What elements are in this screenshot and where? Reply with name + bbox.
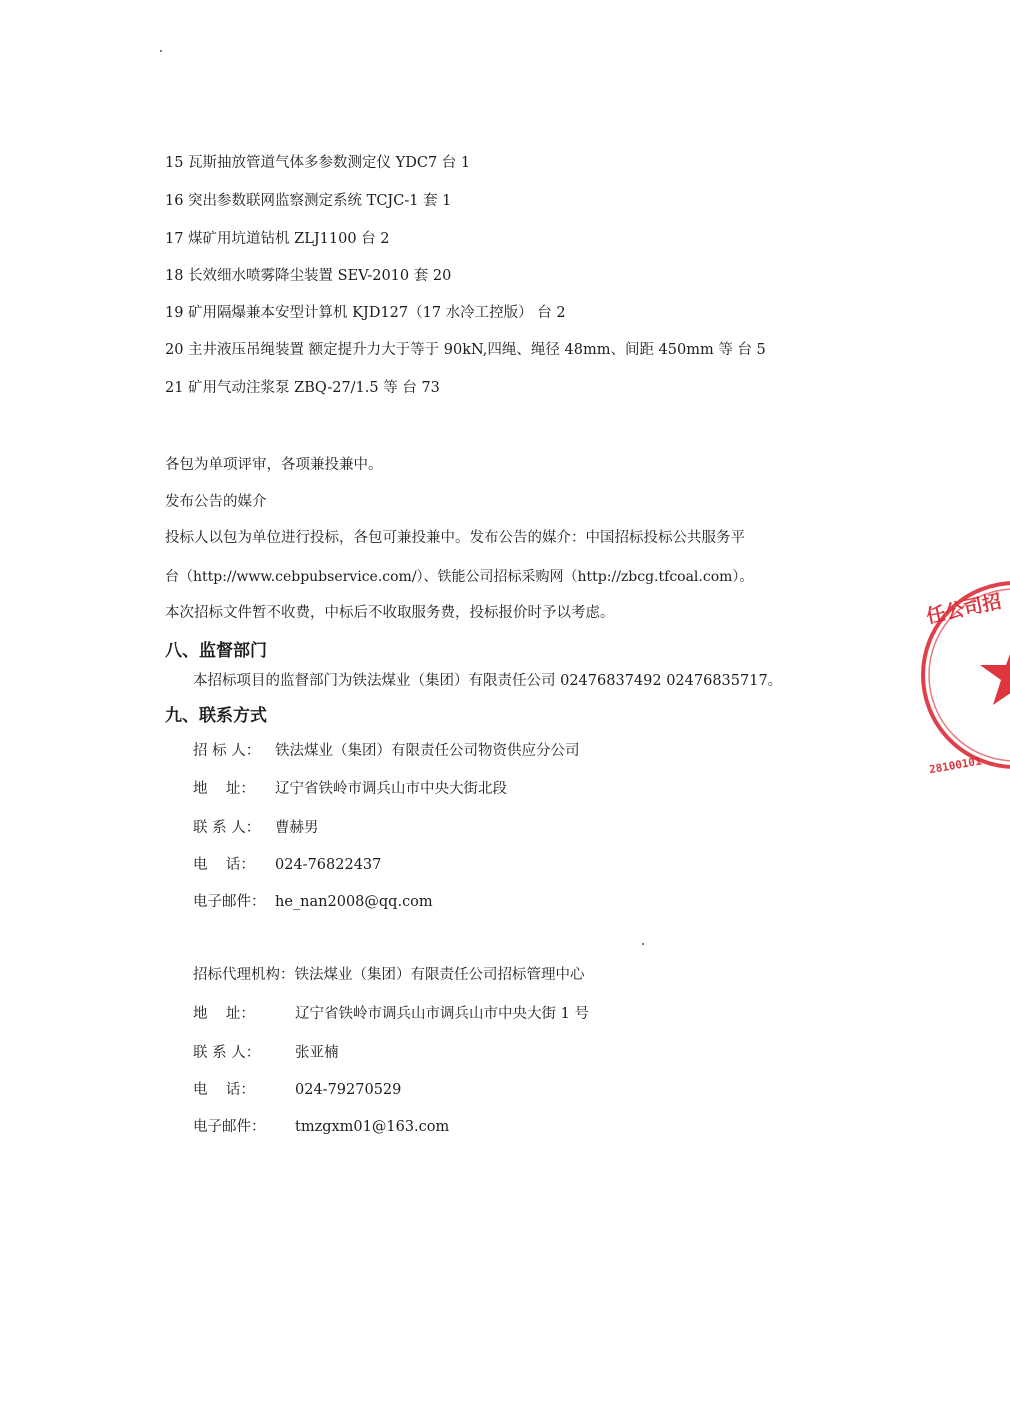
item-16: 16 突出参数联网监察测定系统 TCJC-1 套 1 (165, 193, 452, 209)
section-8-heading: 八、监督部门 (165, 641, 267, 661)
tenderer-value: 铁法煤业（集团）有限责任公司物资供应分公司 (275, 743, 580, 759)
agency-address-value: 辽宁省铁岭市调兵山市调兵山市中央大街 1 号 (295, 1006, 589, 1022)
agency-email-value[interactable]: tmzgxm01@163.com (295, 1119, 450, 1135)
scan-speck (160, 50, 162, 52)
tenderer-phone-row (193, 855, 381, 875)
item-18: 18 长效细水喷雾降尘装置 SEV-2010 套 20 (165, 268, 452, 284)
supervision-text: 本招标项目的监督部门为铁法煤业（集团）有限责任公司 02476837492 02476835717。 (193, 673, 783, 689)
agency-contact-label: 联 系 人： (193, 1045, 261, 1061)
star-icon (980, 640, 1010, 705)
single-review-note: 各包为单项评审，各项兼投兼中。 (165, 457, 383, 473)
item-15: 15 瓦斯抽放管道气体多参数测定仪 YDC7 台 1 (165, 155, 471, 171)
section-9-heading: 九、联系方式 (165, 706, 267, 726)
item-19: 19 矿用隔爆兼本安型计算机 KJD127（17 水冷工控版） 台 2 (165, 305, 566, 321)
agency-address-label: 地 址： (193, 1006, 255, 1022)
tenderer-contact-row (193, 818, 319, 838)
agency-address-row (193, 1004, 589, 1024)
agency-phone-label: 电 话： (193, 1082, 255, 1098)
media-heading: 发布公告的媒介 (165, 494, 267, 510)
address-label: 地 址： (193, 781, 255, 797)
company-seal-stamp (920, 570, 1010, 780)
media-paragraph-line1: 投标人以包为单位进行投标，各包可兼投兼中。发布公告的媒介：中国招标投标公共服务平 (165, 530, 745, 546)
agency-email-row (193, 1117, 449, 1137)
agency-label: 招标代理机构： (193, 967, 295, 983)
agency-row (193, 965, 585, 985)
tenderer-row (193, 741, 580, 761)
contact-label: 联 系 人： (193, 820, 261, 836)
phone-value: 024-76822437 (275, 857, 382, 873)
tenderer-label: 招 标 人： (193, 743, 261, 759)
item-21: 21 矿用气动注浆泵 ZBQ-27/1.5 等 台 73 (165, 380, 440, 396)
agency-contact-value: 张亚楠 (295, 1045, 339, 1061)
agency-phone-row (193, 1080, 401, 1100)
email-value[interactable]: he_nan2008@qq.com (275, 894, 433, 910)
contact-value: 曹赫男 (275, 820, 319, 836)
item-17: 17 煤矿用坑道钻机 ZLJ1100 台 2 (165, 231, 390, 247)
tenderer-address-row (193, 779, 507, 799)
seal-text-top: 任公司招 (924, 590, 1004, 628)
scan-speck (642, 943, 644, 945)
agency-contact-row (193, 1043, 339, 1063)
agency-value: 铁法煤业（集团）有限责任公司招标管理中心 (294, 967, 585, 983)
media-paragraph-line2: 台（http://www.cebpubservice.com/）、铁能公司招标采购网（http://zbcg.tfcoal.com）。 (165, 569, 754, 585)
phone-label: 电 话： (193, 857, 255, 873)
tenderer-email-row (193, 892, 433, 912)
agency-email-label: 电子邮件： (193, 1119, 266, 1135)
address-value: 辽宁省铁岭市调兵山市中央大街北段 (275, 781, 507, 797)
fee-note: 本次招标文件暂不收费，中标后不收取服务费，投标报价时予以考虑。 (165, 605, 615, 621)
agency-phone-value: 024-79270529 (295, 1082, 402, 1098)
seal-text-bottom: 28100101 (928, 754, 983, 777)
email-label: 电子邮件： (193, 894, 266, 910)
item-20: 20 主井液压吊绳装置 额定提升力大于等于 90kN,四绳、绳径 48mm、间距 450mm 等 台 5 (165, 342, 766, 358)
